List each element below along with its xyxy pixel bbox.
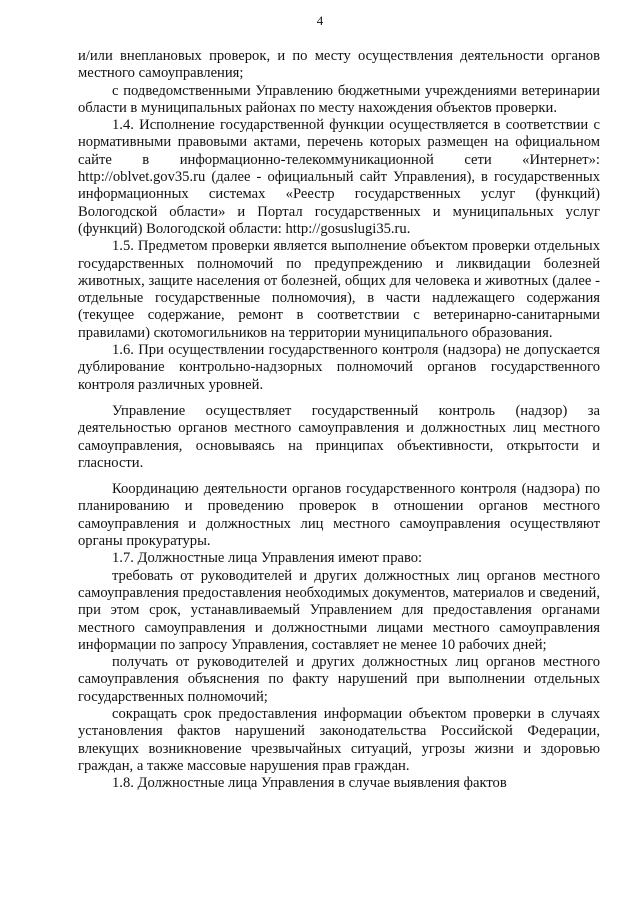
paragraph-1-4: 1.4. Исполнение государственной функции осуществляется в соответствии с нормативными правовыми актами, перечень которых размещен на официальном сайте в информационно-телекоммуникационной сети «Интернет»: http://oblvet.gov35.ru (далее - официальный сайт Управления), в государственных информационных системах «Реестр государственных услуг (функций) Вологодской области» и Портал государственных и муниципальных услуг (функций) Вологодской области: http://gosuslugi35.ru. [78, 117, 600, 237]
paragraph-subordinate-institutions: с подведомственными Управлению бюджетными учреждениями ветеринарии области в муниципальных районах по месту нахождения объектов проверки. [78, 82, 600, 116]
paragraph-1-7: 1.7. Должностные лица Управления имеют право: [112, 550, 423, 567]
paragraph-right-shorten-deadline: сокращать срок предоставления информации объектом проверки в случаях установления фактов нарушений законодательства Российской Федерации, влекущих возникновение чрезвычайных ситуаций, угрозы жизни и здоровью граждан, а также массовые нарушения прав граждан. [78, 705, 600, 774]
paragraph-right-receive-explanations: получать от руководителей и других должностных лиц органов местного самоуправления объяснения по факту нарушений при выполнении отдельных государственных полномочий; [78, 654, 600, 705]
paragraph-1-8: 1.8. Должностные лица Управления в случае выявления фактов [112, 775, 507, 792]
paragraph-coordination: Координацию деятельности органов государственного контроля (надзора) по планированию и проведению проверок в отношении органов местного самоуправления и должностных лиц местного самоуправления осуществляют органы прокуратуры. [78, 481, 600, 550]
paragraph-1-6: 1.6. При осуществлении государственного контроля (надзора) не допускается дублирование контрольно-надзорных полномочий органов государственного контроля различных уровней. [78, 342, 600, 393]
paragraph-1-5: 1.5. Предметом проверки является выполнение объектом проверки отдельных государственных полномочий по предупреждению и ликвидации болезней животных, защите населения от болезней, общих для человека и животных (далее - отдельные государственные полномочия), в части надлежащего содержания (текущее содержание, ремонт в соответствии с ветеринарно-санитарными правилами) скотомогильников на территории муниципального образования. [78, 238, 600, 341]
paragraph-control-principles: Управление осуществляет государственный контроль (надзор) за деятельностью органов местного самоуправления и должностных лиц местного самоуправления, основываясь на принципах объективности, открытости и гласности. [78, 402, 600, 471]
document-body [78, 48, 600, 792]
page-number: 4 [316, 13, 324, 28]
paragraph-inspection-place: и/или внеплановых проверок, и по месту осуществления деятельности органов местного самоуправления; [78, 48, 600, 82]
paragraph-right-request-documents: требовать от руководителей и других должностных лиц органов местного самоуправления предоставления необходимых документов, материалов и сведений, при этом срок, устанавливаемый Управлением для предоставления органами местного самоуправления и должностными лицами местного самоуправления информации по запросу Управления, составляет не менее 10 рабочих дней; [78, 567, 600, 653]
